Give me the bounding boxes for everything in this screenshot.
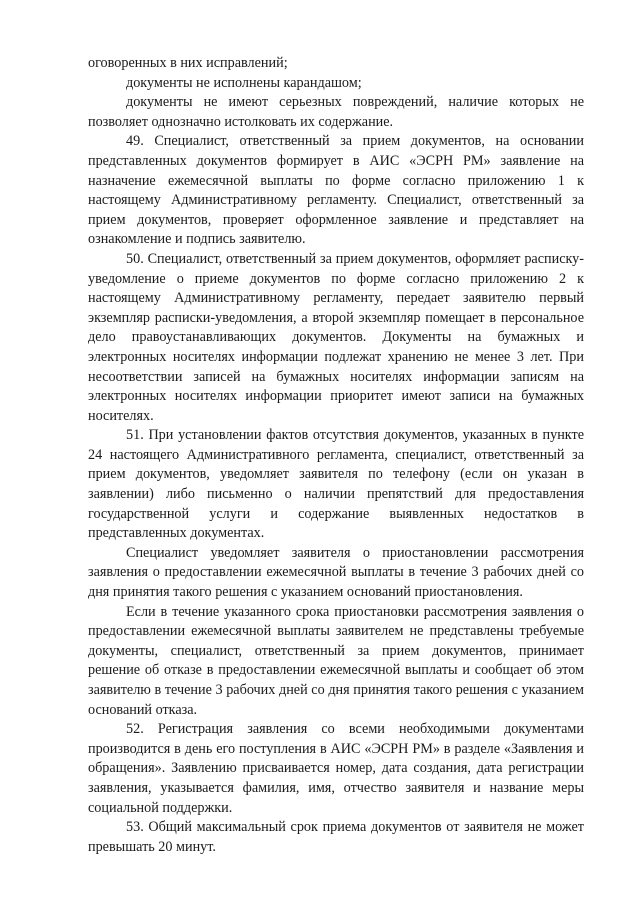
document-page bbox=[88, 54, 584, 857]
paragraph-list-item-pencil: документы не исполнены карандашом; bbox=[126, 74, 362, 91]
paragraph-continuation: оговоренных в них исправлений; bbox=[88, 55, 288, 71]
paragraph-52: 52. Регистрация заявления со всеми необходимыми документами производится в день его поступления в АИС «ЭСРН РМ» в разделе «Заявления и обращения». Заявлению присваивается номер, дата создания, дата регистрации заявления, указывается фамилия, имя, отчество заявителя и название меры социальной поддержки. bbox=[88, 721, 584, 816]
paragraph-50: 50. Специалист, ответственный за прием документов, оформляет расписку-уведомление о приеме документов по форме согласно приложению 2 к настоящему Административному регламенту, передает заявителю первый экземпляр расписки-уведомления, а второй экземпляр помещает в персональное дело правоустанавливающих документов. Документы на бумажных и электронных носителях информации подлежат хранению не менее 3 лет. При несоответствии записей на бумажных носителях информации записям на электронных носителях информации приоритет имеют записи на бумажных носителях. bbox=[88, 250, 584, 424]
paragraph-refusal: Если в течение указанного срока приостановки рассмотрения заявления о предоставлении ежемесячной выплаты заявителем не представлены требуемые документы, специалист, ответственный за прием документов, принимает решение об отказе в предоставлении ежемесячной выплаты и сообщает об этом заявителю в течение 3 рабочих дней со дня принятия такого решения с указанием оснований отказа. bbox=[88, 603, 584, 718]
paragraph-suspension-notice: Специалист уведомляет заявителя о приостановлении рассмотрения заявления о предоставлении ежемесячной выплаты в течение 3 рабочих дней со дня принятия такого решения с указанием оснований приостановления. bbox=[88, 544, 584, 601]
paragraph-49: 49. Специалист, ответственный за прием документов, на основании представленных документов формирует в АИС «ЭСРН РМ» заявление на назначение ежемесячной выплаты по форме согласно приложению 1 к настоящему Административному регламенту. Специалист, ответственный за прием документов, проверяет оформленное заявление и представляет на ознакомление и подпись заявителю. bbox=[88, 133, 584, 248]
paragraph-53: 53. Общий максимальный срок приема документов от заявителя не может превышать 20 минут. bbox=[88, 819, 584, 855]
paragraph-51: 51. При установлении фактов отсутствия документов, указанных в пункте 24 настоящего Административного регламента, специалист, ответственный за прием документов, уведомляет заявителя по телефону (если он указан в заявлении) либо письменно о наличии препятствий для предоставления государственной услуги и содержание выявленных недостатков в представленных документах. bbox=[88, 427, 584, 542]
paragraph-list-item-damage: документы не имеют серьезных повреждений, наличие которых не позволяет однозначно истолковать их содержание. bbox=[88, 94, 584, 130]
